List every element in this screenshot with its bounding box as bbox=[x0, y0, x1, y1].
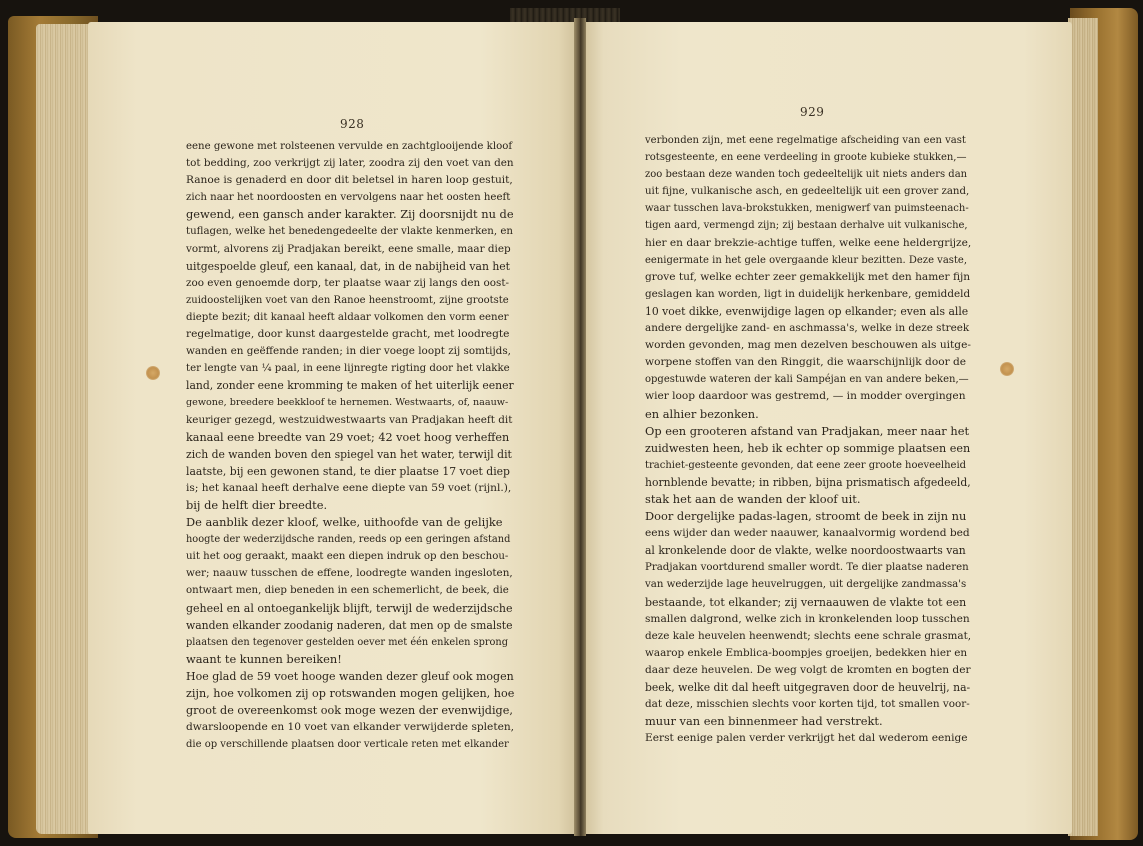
text-line: wanden elkander zoodanig naderen, dat men op de smalste bbox=[186, 618, 513, 632]
spine-top bbox=[510, 8, 620, 22]
text-line: Door dergelijke padas-lagen, stroomt de beek in zijn nu bbox=[645, 509, 967, 524]
text-line: daar deze heuvelen. De weg volgt de kromten en bogten der bbox=[645, 663, 971, 676]
text-line: dat deze, misschien slechts voor korten tijd, tot smallen voor- bbox=[645, 698, 970, 711]
text-line: Ranoe is genaderd en door dit beletsel in haren loop gestuit, bbox=[186, 174, 513, 187]
text-line: waant te kunnen bereiken! bbox=[186, 651, 342, 666]
text-line: uitgespoelde gleuf, een kanaal, dat, in de nabijheid van het bbox=[186, 259, 511, 273]
text-line: ontwaart men, diep beneden in een schemerlicht, de beek, die bbox=[186, 585, 509, 597]
text-line: muur van een binnenmeer had verstrekt. bbox=[645, 714, 883, 729]
text-line: en alhier bezonken. bbox=[645, 406, 759, 421]
text-line: uit fijne, vulkanische asch, en gedeeltelijk uit een grover zand, bbox=[645, 186, 970, 198]
text-line: worden gevonden, mag men dezelven beschouwen als uitge- bbox=[645, 339, 971, 352]
text-line: bestaande, tot elkander; zij vernaauwen de vlakte tot een bbox=[645, 595, 967, 609]
text-line: waarop enkele Emblica-boompjes groeijen, bedekken hier en bbox=[645, 646, 968, 659]
text-line: plaatsen den tegenover gestelden oever met één enkelen sprong bbox=[186, 636, 509, 648]
text-line: vormt, alvorens zij Pradjakan bereikt, eene smalle, maar diep bbox=[186, 242, 511, 255]
text-line: trachiet-gesteente gevonden, dat eene zeer groote hoeveelheid bbox=[645, 459, 967, 471]
text-line: grove tuf, welke echter zeer gemakkelijk met den hamer fijn bbox=[645, 270, 971, 283]
text-line: land, zonder eene kromming te maken of het uiterlijk eener bbox=[186, 379, 514, 393]
text-line: hier en daar brekzie-achtige tuffen, welke eene heldergrijze, bbox=[645, 236, 971, 249]
text-line: Pradjakan voortdurend smaller wordt. Te dier plaatse naderen bbox=[645, 562, 969, 574]
right-page-edges bbox=[1068, 18, 1098, 836]
text-line: hornblende bevatte; in ribben, bijna prismatisch afgedeeld, bbox=[645, 475, 971, 489]
text-line: zuidoostelijken voet van den Ranoe heenstroomt, zijne grootste bbox=[186, 294, 509, 306]
text-line: zijn, hoe volkomen zij op rotswanden mogen gelijken, hoe bbox=[186, 687, 514, 700]
text-line: keuriger gezegd, westzuidwestwaarts van Pradjakan heeft dit bbox=[186, 413, 513, 426]
text-line: laatste, bij een gewonen stand, te dier plaatse 17 voet diep bbox=[186, 464, 510, 478]
text-line: gewend, een gansch ander karakter. Zij doorsnijdt nu de bbox=[186, 207, 514, 222]
text-line: wier loop daardoor was gestremd, — in modder overgingen bbox=[645, 390, 966, 403]
text-line: beek, welke dit dal heeft uitgegraven door de heuvelrij, na- bbox=[645, 681, 971, 694]
text-line: eenigermate in het gele overgaande kleur bezitten. Deze vaste, bbox=[645, 254, 968, 266]
text-line: kanaal eene breedte van 29 voet; 42 voet hoog verheffen bbox=[186, 430, 510, 444]
text-line: opgestuwde wateren der kali Sampéjan en van andere beken,— bbox=[645, 374, 969, 386]
text-line: worpene stoffen van den Ringgit, die waarschijnlijk door de bbox=[645, 356, 967, 369]
text-line: al kronkelende door de vlakte, welke noordoostwaarts van bbox=[645, 544, 966, 558]
book-gutter bbox=[574, 18, 586, 836]
text-line: gewone, breedere beekkloof te hernemen. Westwaarts, of, naauw- bbox=[186, 397, 509, 409]
text-line: zich de wanden boven den spiegel van het water, terwijl dit bbox=[186, 447, 512, 461]
text-line: van wederzijde lage heuvelruggen, uit dergelijke zandmassa's bbox=[645, 579, 967, 591]
text-line: zuidwesten heen, heb ik echter op sommige plaatsen een bbox=[645, 441, 971, 455]
text-line: andere dergelijke zand- en aschmassa's, welke in deze streek bbox=[645, 322, 970, 335]
text-line: diepte bezit; dit kanaal heeft aldaar volkomen den vorm eener bbox=[186, 311, 509, 323]
text-line: hoogte der wederzijdsche randen, reeds op een geringen afstand bbox=[186, 534, 511, 546]
text-line: waar tusschen lava-brokstukken, menigwerf van puimsteenach- bbox=[645, 203, 969, 215]
text-line: geheel en al ontoegankelijk blijft, terwijl de wederzijdsche bbox=[186, 601, 513, 615]
text-line: tigen aard, vermengd zijn; zij bestaan derhalve uit vulkanische, bbox=[645, 220, 968, 232]
page-number-right: 929 bbox=[800, 105, 825, 119]
text-line: smallen dalgrond, welke zich in kronkelenden loop tusschen bbox=[645, 612, 970, 625]
text-line: dwarsloopende en 10 voet van elkander verwijderde spleten, bbox=[186, 721, 514, 734]
right-page-text bbox=[645, 132, 971, 747]
text-line: Hoe glad de 59 voet hooge wanden dezer gleuf ook mogen bbox=[186, 669, 514, 683]
text-line: geslagen kan worden, ligt in duidelijk herkenbare, gemiddeld bbox=[645, 287, 971, 300]
text-line: deze kale heuvelen heenwendt; slechts eene schrale grasmat, bbox=[645, 629, 971, 642]
text-line: 10 voet dikke, evenwijdige lagen op elkander; even als alle bbox=[645, 304, 969, 318]
text-line: wanden en geëffende randen; in dier voege loopt zij somtijds, bbox=[186, 345, 511, 358]
left-page-text bbox=[186, 138, 514, 753]
text-line: stak het aan de wanden der kloof uit. bbox=[645, 491, 861, 506]
text-line: ter lengte van ¼ paal, in eene lijnregte rigting door het vlakke bbox=[186, 363, 510, 375]
text-line: De aanblik dezer kloof, welke, uithoofde van de gelijke bbox=[186, 515, 503, 530]
text-line: is; het kanaal heeft derhalve eene diepte van 59 voet (rijnl.), bbox=[186, 481, 512, 494]
text-line: eene gewone met rolsteenen vervulde en zachtglooijende kloof bbox=[186, 141, 513, 152]
text-line: zich naar het noordoosten en vervolgens naar het oosten heeft bbox=[186, 192, 511, 204]
text-line: groot de overeenkomst ook moge wezen der evenwijdige, bbox=[186, 704, 513, 718]
text-line: Op een grooteren afstand van Pradjakan, meer naar het bbox=[645, 423, 970, 438]
binding-hole-left bbox=[146, 366, 160, 380]
text-line: zoo even genoemde dorp, ter plaatse waar zij langs den oost- bbox=[186, 276, 510, 289]
text-line: bij de helft dier breedte. bbox=[186, 497, 328, 512]
text-line: rotsgesteente, en eene verdeeling in groote kubieke stukken,— bbox=[645, 152, 967, 164]
text-line: regelmatige, door kunst daargestelde gracht, met loodregte bbox=[186, 328, 510, 341]
text-line: tuflagen, welke het benedengedeelte der vlakte kenmerken, en bbox=[186, 226, 513, 238]
left-page-edges bbox=[36, 24, 94, 834]
text-line: eens wijder dan weder naauwer, kanaalvormig wordend bed bbox=[645, 527, 970, 540]
text-line: verbonden zijn, met eene regelmatige afscheiding van een vast bbox=[645, 135, 966, 146]
text-line: tot bedding, zoo verkrijgt zij later, zoodra zij den voet van den bbox=[186, 157, 514, 170]
text-line: zoo bestaan deze wanden toch gedeeltelijk uit niets anders dan bbox=[645, 169, 968, 181]
binding-hole-right bbox=[1000, 362, 1014, 376]
text-line: Eerst eenige palen verder verkrijgt het dal wederom eenige bbox=[645, 732, 968, 745]
page-number-left: 928 bbox=[340, 117, 365, 131]
text-line: die op verschillende plaatsen door verticale reten met elkander bbox=[186, 739, 509, 751]
text-line: wer; naauw tusschen de effene, loodregte wanden ingesloten, bbox=[186, 567, 513, 580]
text-line: uit het oog geraakt, maakt een diepen indruk op den beschou- bbox=[186, 551, 509, 563]
